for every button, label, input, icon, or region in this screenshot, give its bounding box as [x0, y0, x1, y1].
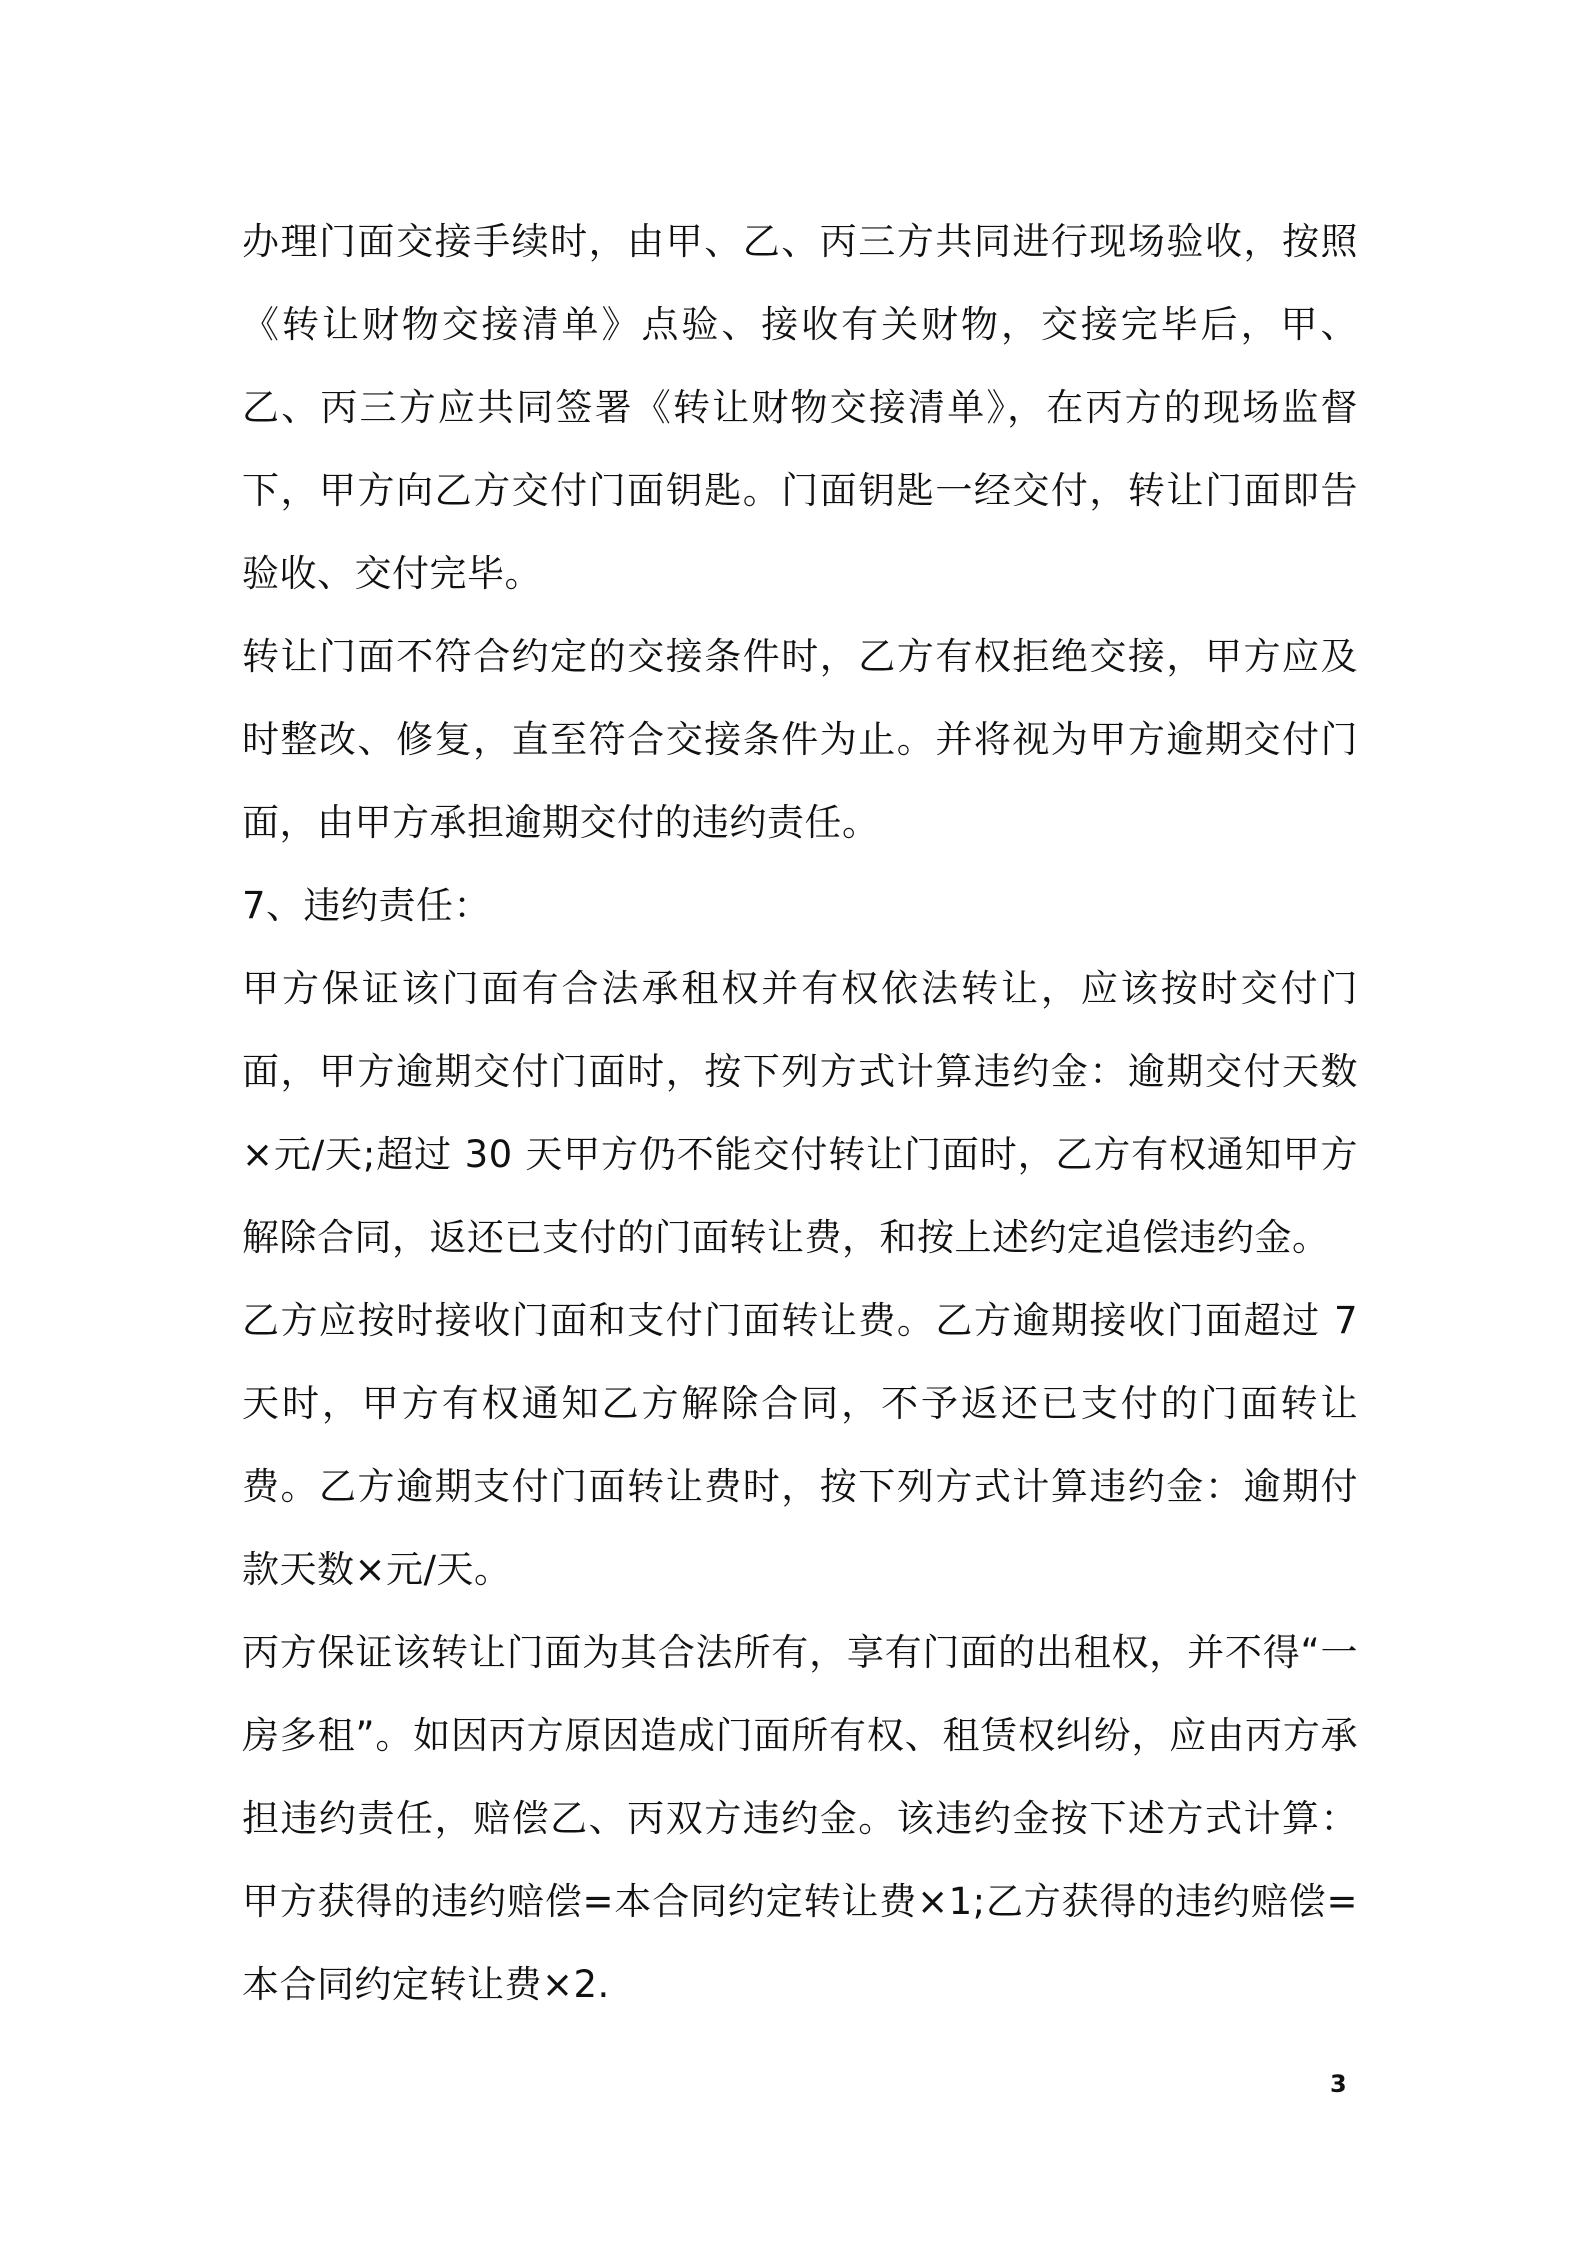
- paragraph-handover-conditions: 转让门面不符合约定的交接条件时，乙方有权拒绝交接，甲方应及时整改、修复，直至符合交接条件为止。并将视为甲方逾期交付门面，由甲方承担逾期交付的违约责任。: [242, 635, 1358, 844]
- page-number: 3: [1330, 2070, 1347, 2098]
- paragraph-party-c-liability: 丙方保证该转让门面为其合法所有，享有门面的出租权，并不得“一房多租”。如因丙方原因造成门面所有权、租赁权纠纷，应由丙方承担违约责任，赔偿乙、丙双方违约金。该违约金按下述方式计算：甲方获得的违约赔偿=本合同约定转让费×1;乙方获得的违约赔偿=本合同约定转让费×2.: [242, 1631, 1358, 2006]
- section-heading-liability: 7、违约责任：: [242, 884, 492, 927]
- paragraph-party-a-liability: 甲方保证该门面有合法承租权并有权依法转让，应该按时交付门面，甲方逾期交付门面时，按下列方式计算违约金：逾期交付天数×元/天;超过 30 天甲方仍不能交付转让门面时，乙方有权通知甲方解除合同，返还已支付的门面转让费，和按上述约定追偿违约金。: [242, 967, 1358, 1259]
- paragraph-handover-procedure: 办理门面交接手续时，由甲、乙、丙三方共同进行现场验收，按照《转让财物交接清单》点验、接收有关财物，交接完毕后，甲、乙、丙三方应共同签署《转让财物交接清单》，在丙方的现场监督下，甲方向乙方交付门面钥匙。门面钥匙一经交付，转让门面即告验收、交付完毕。: [242, 220, 1358, 595]
- paragraph-party-b-liability: 乙方应按时接收门面和支付门面转让费。乙方逾期接收门面超过 7 天时，甲方有权通知乙方解除合同，不予返还已支付的门面转让费。乙方逾期支付门面转让费时，按下列方式计算违约金：逾期付款天数×元/天。: [242, 1299, 1358, 1591]
- document-body: [242, 200, 1358, 2026]
